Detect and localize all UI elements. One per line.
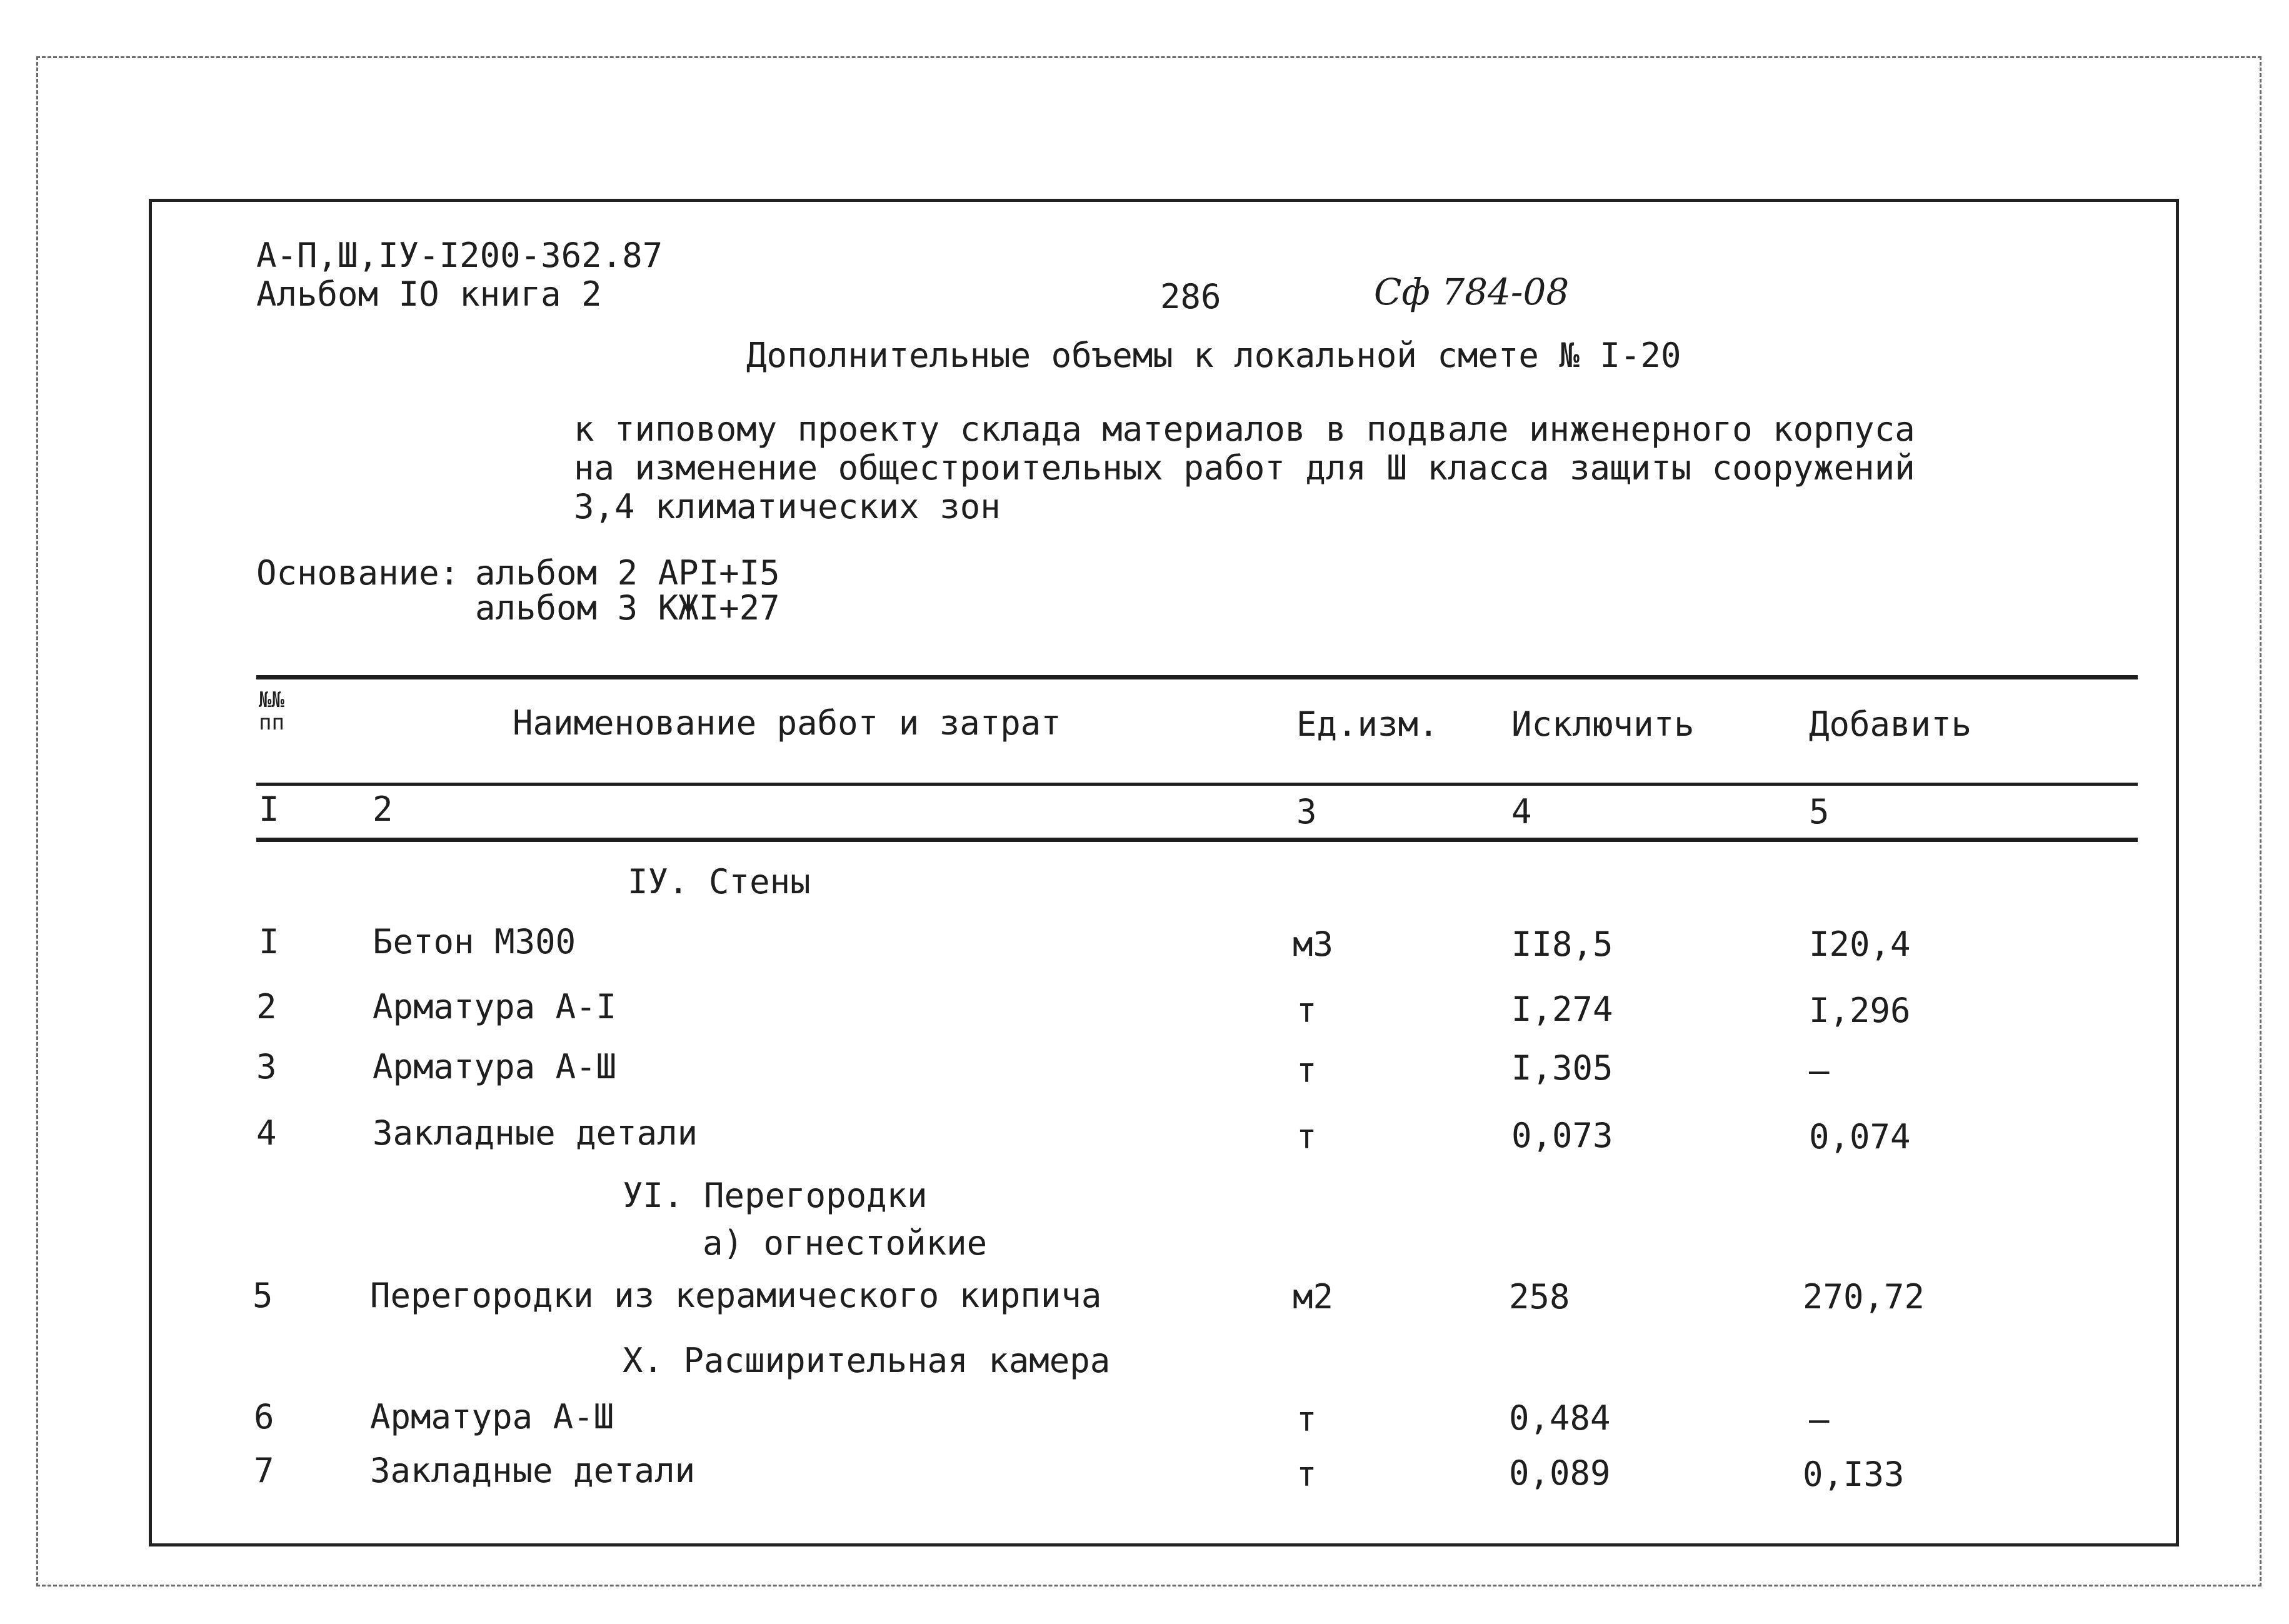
row-add: I,296: [1809, 991, 1911, 1030]
row-add: I20,4: [1809, 925, 1911, 964]
column-number: 5: [1809, 792, 1830, 831]
row-exclude: I,274: [1511, 990, 1613, 1029]
row-add: 0,074: [1809, 1117, 1911, 1156]
description-line: 3,4 климатических зон: [574, 487, 1001, 526]
row-exclude: 0,073: [1511, 1116, 1613, 1155]
row-name: Арматура А-I: [373, 987, 617, 1026]
album-info: Альбом IO книга 2: [256, 274, 602, 314]
row-unit: т: [1296, 1051, 1317, 1090]
basis-line: альбом 3 КЖI+27: [475, 588, 780, 628]
row-num: I: [259, 922, 279, 961]
row-unit: т: [1296, 1400, 1317, 1439]
header-num: №№ пп: [259, 688, 284, 735]
row-add: 270,72: [1803, 1277, 1925, 1316]
row-add: –: [1809, 1051, 1830, 1090]
row-exclude: 0,484: [1509, 1398, 1611, 1438]
header-divider-rule: [256, 783, 2138, 786]
basis-label: Основание:: [256, 553, 460, 593]
row-exclude: 258: [1509, 1277, 1570, 1316]
row-num: 6: [254, 1397, 274, 1436]
row-unit: т: [1296, 1117, 1317, 1156]
document-code: А-П,Ш,IУ-I200-362.87: [256, 236, 663, 275]
description: [574, 410, 1915, 526]
row-name: Бетон М300: [373, 922, 576, 961]
row-name: Арматура А-Ш: [373, 1047, 617, 1086]
header-exclude: Исключить: [1511, 704, 1695, 744]
description-line: на изменение общестроительных работ для Ш класса защиты сооружений: [574, 448, 1915, 488]
section-subheading: а) огнестойкие: [703, 1223, 988, 1263]
row-exclude: 0,089: [1509, 1453, 1611, 1493]
row-name: Перегородки из керамического кирпича: [370, 1276, 1102, 1315]
document-title: Дополнительные объемы к локальной смете № I-20: [746, 336, 1681, 375]
header-unit: Ед.изм.: [1296, 704, 1439, 744]
header-add: Добавить: [1809, 704, 1972, 744]
row-name: Арматура А-Ш: [370, 1397, 614, 1436]
row-unit: м3: [1293, 925, 1334, 964]
page-number: 286: [1160, 277, 1221, 316]
row-add: –: [1809, 1400, 1830, 1439]
column-number: 3: [1296, 792, 1317, 831]
row-add: 0,I33: [1803, 1455, 1905, 1494]
row-num: 2: [256, 987, 277, 1026]
section-heading: IУ. Стены: [628, 862, 811, 901]
column-numbers-rule: [256, 838, 2138, 842]
row-unit: т: [1296, 991, 1317, 1030]
handwritten-stamp: Сф 784-08: [1374, 271, 1570, 313]
column-number: 2: [373, 789, 393, 829]
row-unit: т: [1296, 1455, 1317, 1494]
table-top-rule: [256, 675, 2138, 679]
row-name: Закладные детали: [373, 1113, 698, 1153]
section-heading: Х. Расширительная камера: [623, 1341, 1111, 1380]
section-heading: УI. Перегородки: [623, 1176, 928, 1215]
description-line: к типовому проекту склада материалов в подвале инженерного корпуса: [574, 409, 1915, 449]
row-unit: м2: [1293, 1277, 1334, 1316]
row-num: 4: [256, 1113, 277, 1153]
row-name: Закладные детали: [370, 1451, 696, 1490]
document-frame: [149, 199, 2179, 1546]
row-exclude: I,305: [1511, 1048, 1613, 1088]
row-num: 7: [254, 1451, 274, 1490]
row-num: 5: [253, 1276, 273, 1315]
header-name: Наименование работ и затрат: [513, 703, 1061, 743]
row-exclude: II8,5: [1511, 925, 1613, 964]
row-num: 3: [256, 1047, 277, 1086]
column-number: I: [259, 789, 279, 829]
basis-line: альбом 2 АРI+I5: [475, 553, 780, 593]
column-number: 4: [1511, 792, 1532, 831]
